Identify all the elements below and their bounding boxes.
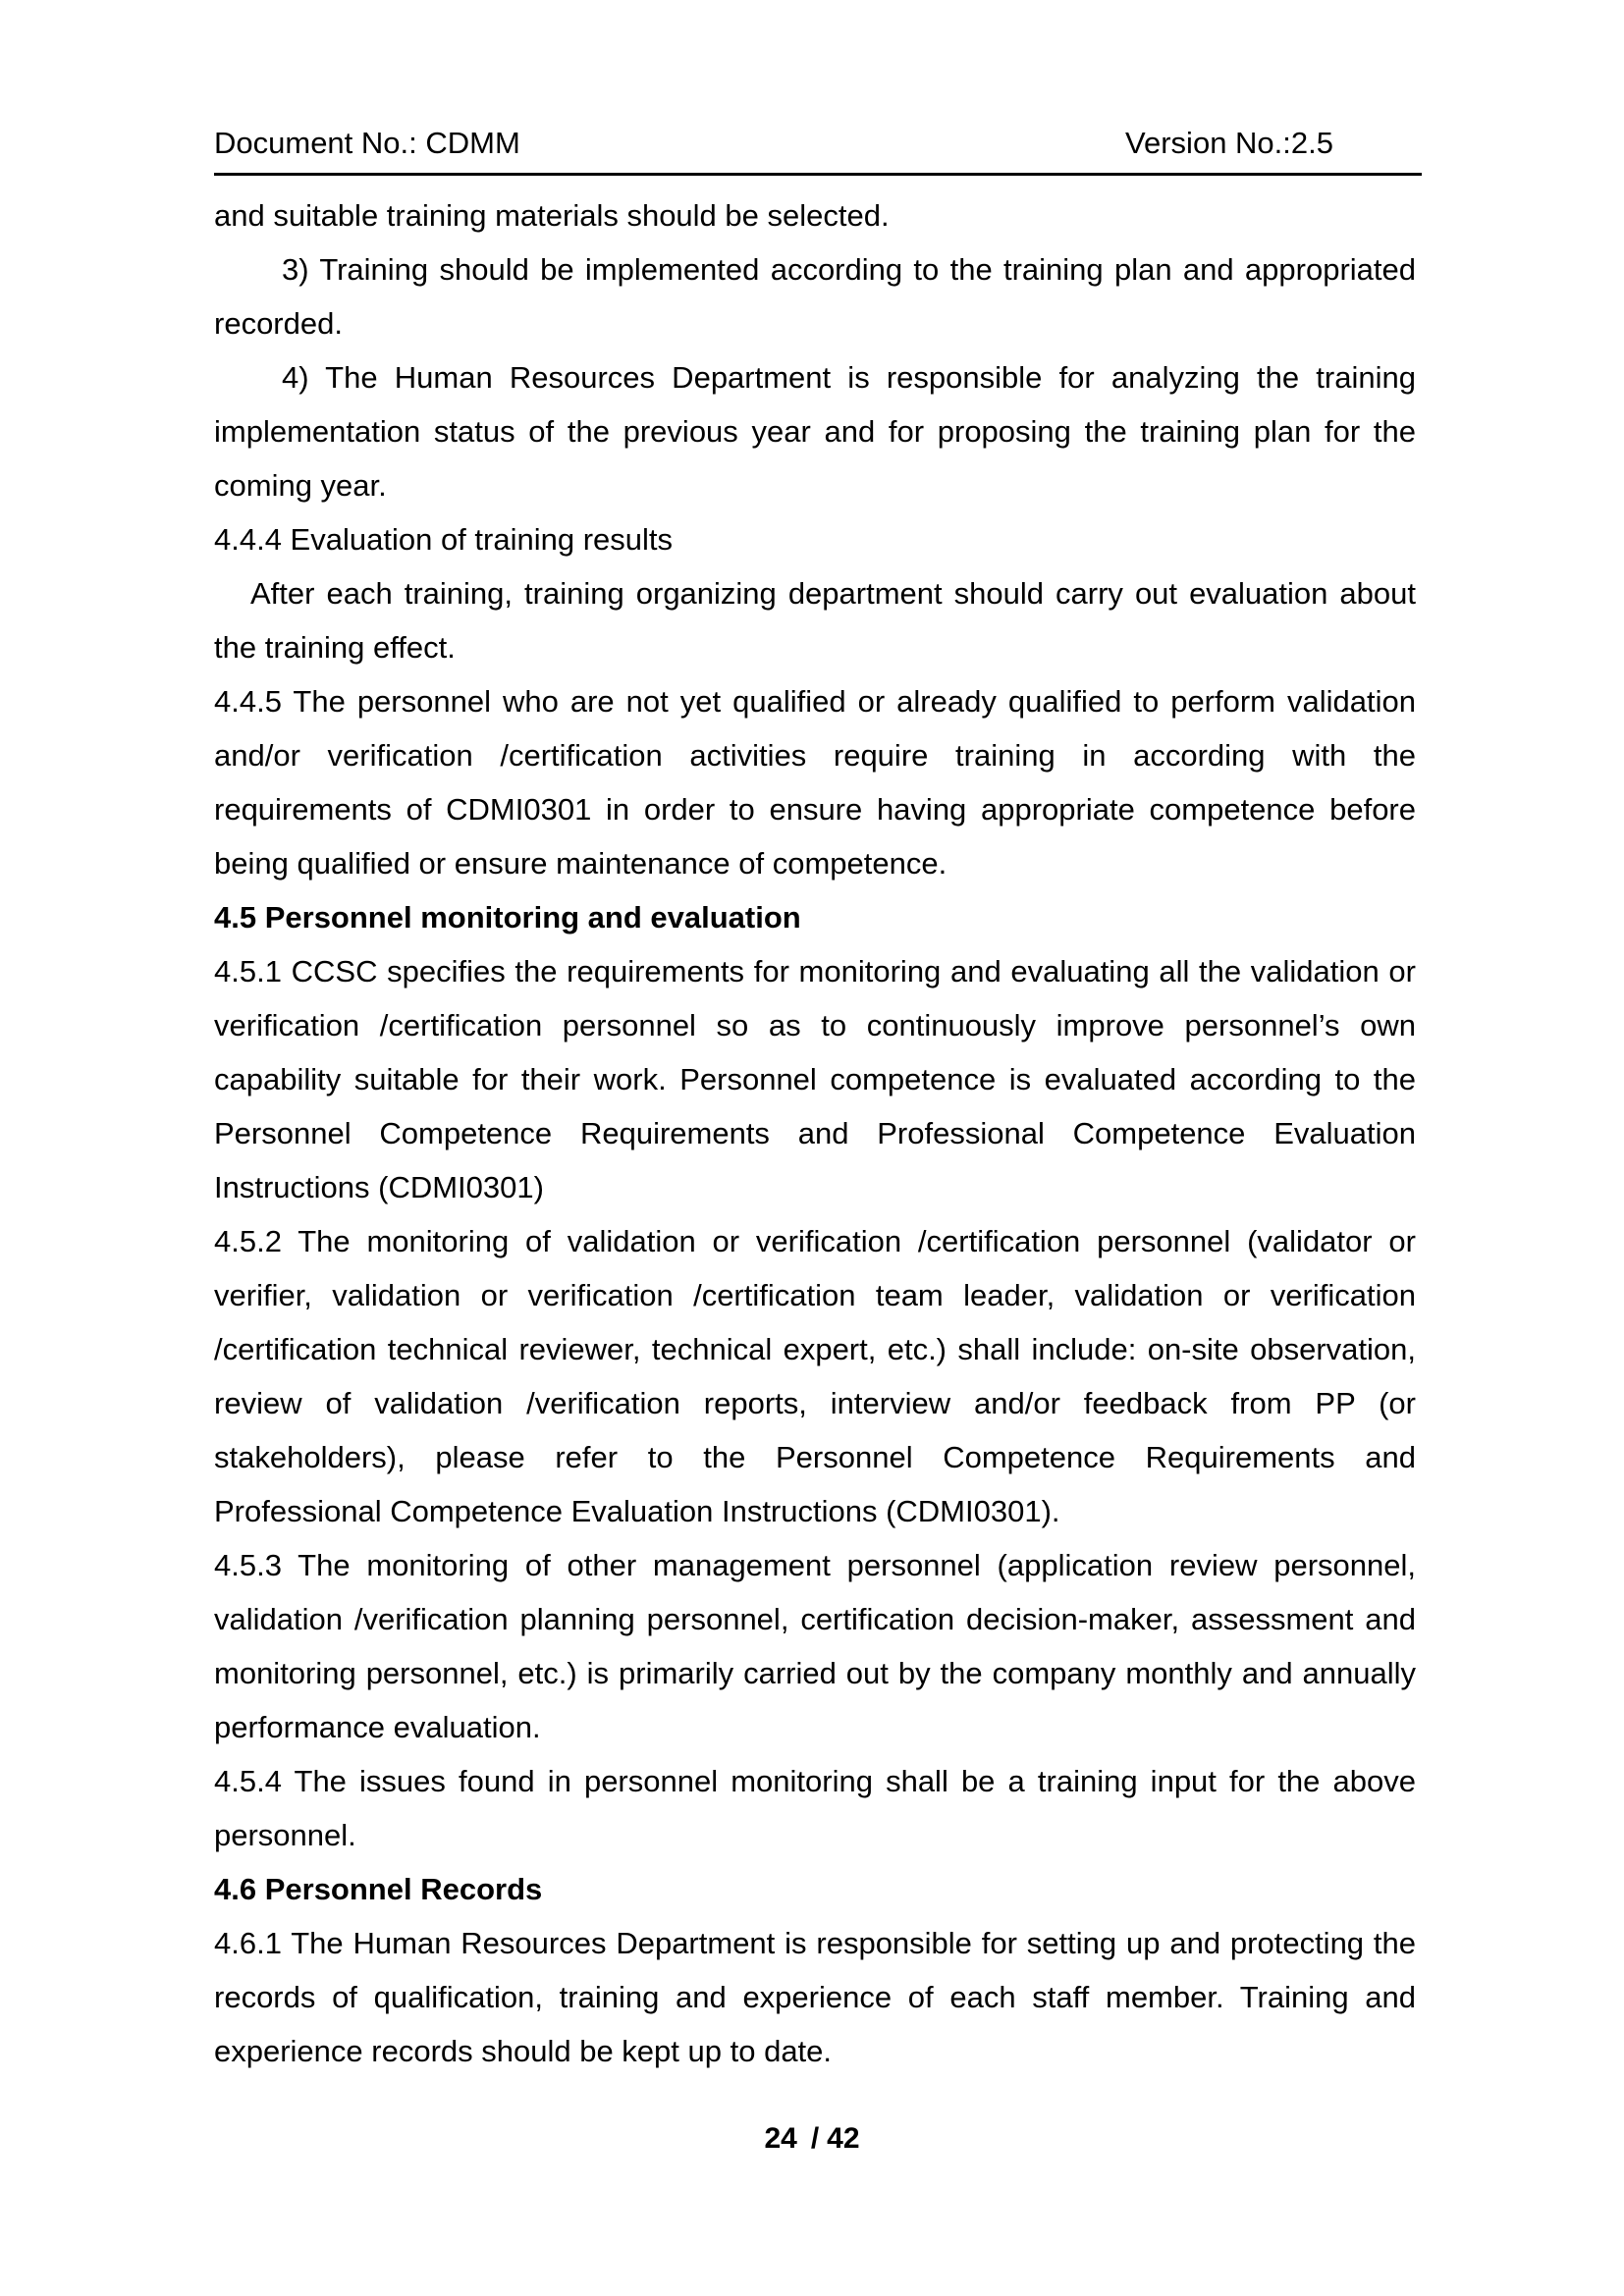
page-footer xyxy=(0,2118,1624,2160)
para-4-5-4: 4.5.4 The issues found in personnel monitoring shall be a training input for the above personnel. xyxy=(214,1764,1416,1852)
page-number-separator: / xyxy=(810,2122,820,2155)
para-training-materials: and suitable training materials should be selected. xyxy=(214,198,890,233)
para-4-4-4: After each training, training organizing department should carry out evaluation about the training effect. xyxy=(214,576,1416,665)
para-item-4: 4) The Human Resources Department is responsible for analyzing the training implementation status of the previous year and for proposing the training plan for the coming year. xyxy=(214,360,1416,503)
para-4-5-2: 4.5.2 The monitoring of validation or verification /certification personnel (validator or verifier, validation or verification /certification team leader, validation or verification /certification technical reviewer, technical expert, etc.) shall include: on-site observation, review of validation /verification reports, interview and/or feedback from PP (or stakeholders), please refer to the Personnel Competence Requirements and Professional Competence Evaluation Instructions (CDMI0301). xyxy=(214,1224,1416,1528)
para-4-5-1: 4.5.1 CCSC specifies the requirements for monitoring and evaluating all the validation or verification /certification personnel so as to continuously improve personnel’s own capability suitable for their work. Personnel competence is evaluated according to the Personnel Competence Requirements and Professional Competence Evaluation Instructions (CDMI0301) xyxy=(214,954,1416,1204)
page-number-total: 42 xyxy=(827,2122,860,2155)
document-body xyxy=(214,188,1416,2078)
para-4-5-3: 4.5.3 The monitoring of other management personnel (application review personnel, validation /verification planning personnel, certification decision-maker, assessment and monitoring personnel, etc.) is primarily carried out by the company monthly and annually performance evaluation. xyxy=(214,1548,1416,1744)
document-number: Document No.: CDMM xyxy=(214,126,520,160)
header-rule xyxy=(214,173,1422,176)
heading-4-4-4: 4.4.4 Evaluation of training results xyxy=(214,522,673,557)
page-header xyxy=(214,124,1422,163)
para-item-3: 3) Training should be implemented according to the training plan and appropriated recorded. xyxy=(214,252,1416,341)
heading-4-6: 4.6 Personnel Records xyxy=(214,1872,543,1906)
page-number-current: 24 xyxy=(764,2122,797,2155)
version-number: Version No.:2.5 xyxy=(1125,126,1333,160)
heading-4-5: 4.5 Personnel monitoring and evaluation xyxy=(214,900,801,934)
para-4-4-5: 4.4.5 The personnel who are not yet qualified or already qualified to perform validation and/or verification /certification activities require training in according with the requirements of CDMI0301 in order to ensure having appropriate competence before being qualified or ensure maintenance of competence. xyxy=(214,684,1416,881)
para-4-6-1: 4.6.1 The Human Resources Department is responsible for setting up and protecting the records of qualification, training and experience of each staff member. Training and experience records should be kept up to date. xyxy=(214,1926,1416,2068)
